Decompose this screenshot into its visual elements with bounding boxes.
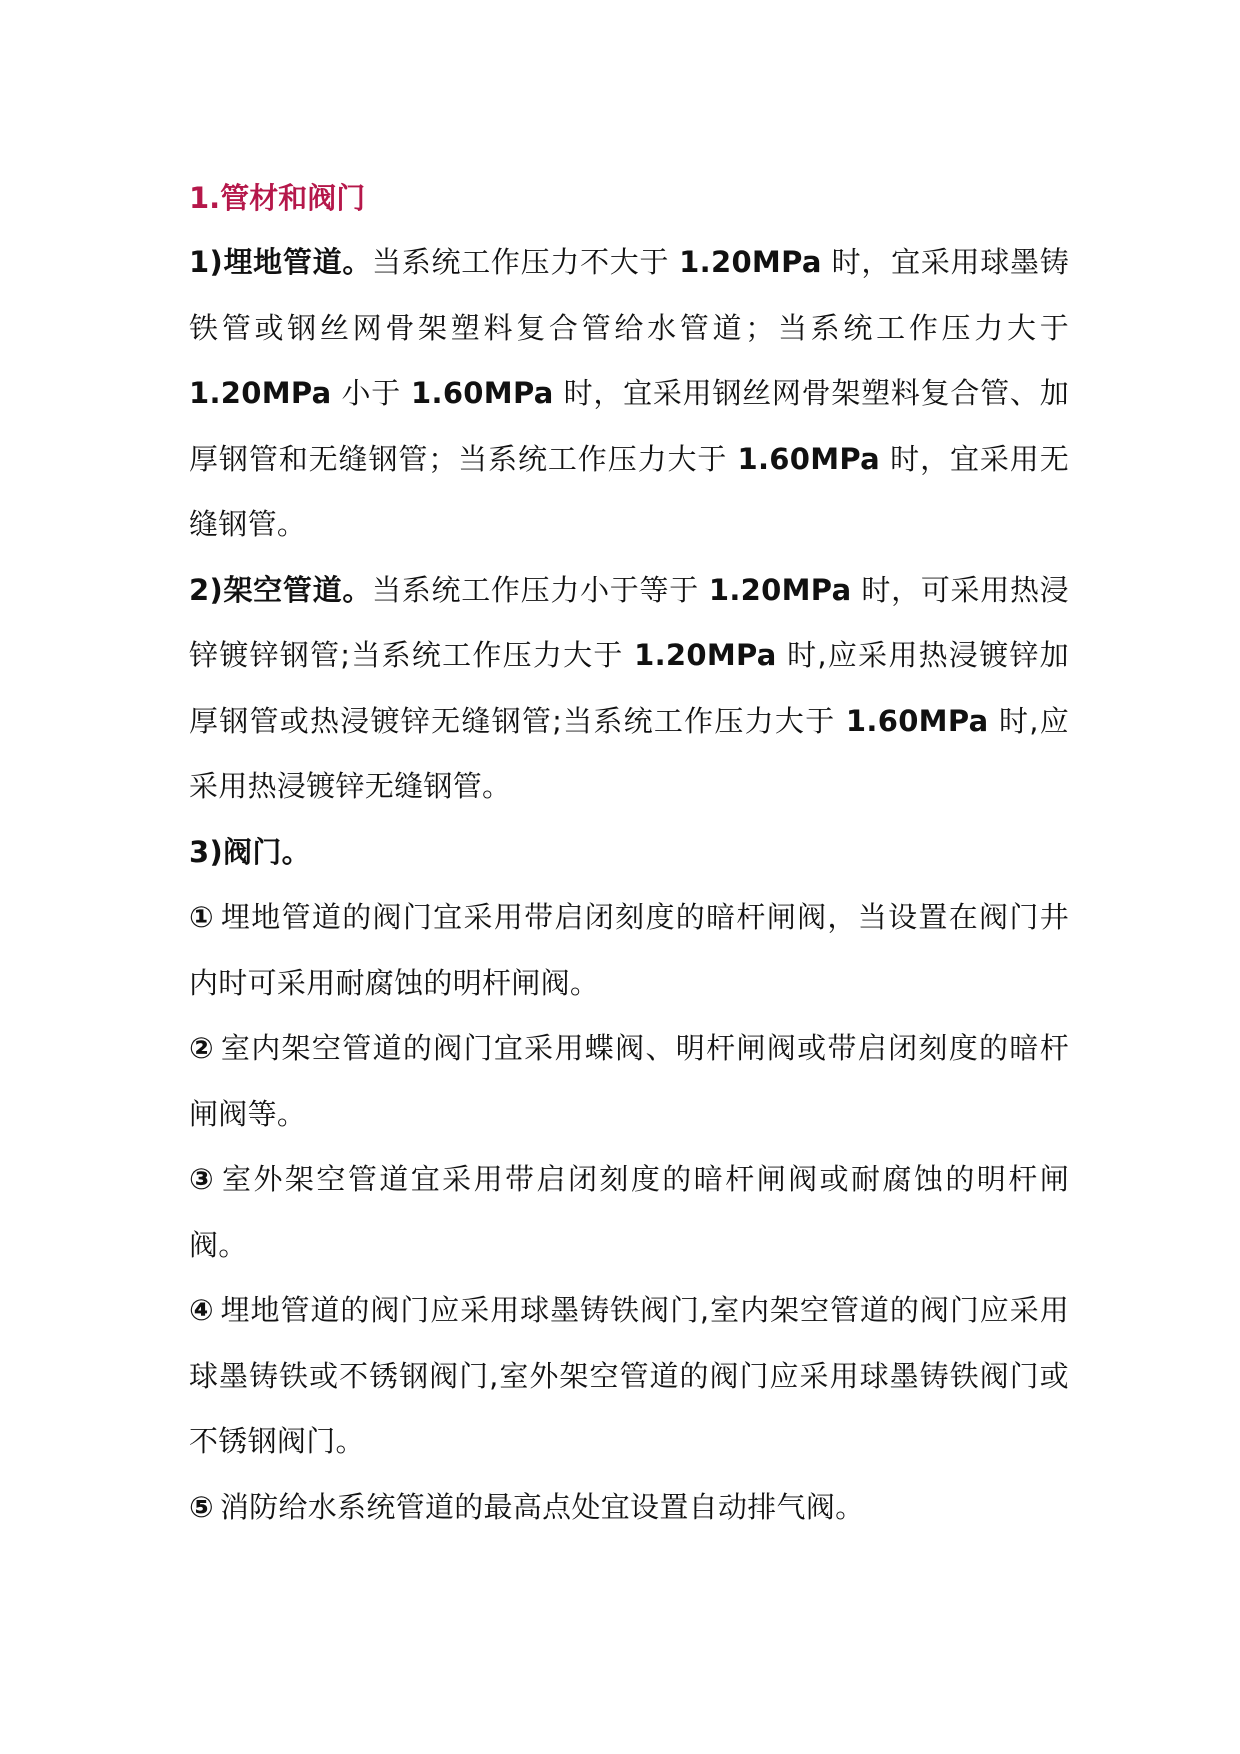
overhead-text-1: 当系统工作压力小于等于: [372, 572, 709, 607]
valve-item-5-text: 消防给水系统管道的最高点处宜设置自动排气阀。: [219, 1489, 865, 1524]
overhead-pressure-1: 1.20MPa: [708, 572, 852, 607]
valve-item-2-text: 室内架空管道的阀门宜采用蝶阀、明杆闸阀或带启闭刻度的暗杆闸阀等。: [189, 1031, 1069, 1131]
buried-pressure-2: 1.20MPa: [189, 376, 332, 410]
valve-item-5: [189, 1475, 1069, 1541]
valve-item-5-marker: ⑤: [189, 1489, 214, 1524]
valve-item-2: [189, 1016, 1069, 1147]
buried-pipes-heading: 1)埋地管道。: [189, 245, 373, 279]
buried-pressure-1: 1.20MPa: [679, 245, 822, 279]
valve-item-3-marker: ③: [189, 1162, 217, 1196]
valve-item-1-text: 埋地管道的阀门宜采用带启闭刻度的暗杆闸阀，当设置在阀门井内时可采用耐腐蚀的明杆闸阀。: [189, 900, 1069, 1000]
paragraph-overhead-pipes: [189, 558, 1069, 820]
overhead-text-2: 时，可采用热浸锌镀锌钢管;当系统工作压力大于: [189, 572, 1069, 672]
overhead-pipes-heading: 2)架空管道。: [189, 572, 373, 607]
buried-pressure-4: 1.60MPa: [737, 441, 881, 476]
valve-item-4-text: 埋地管道的阀门应采用球墨铸铁阀门,室内架空管道的阀门应采用球墨铸铁或不锈钢阀门,室外架空管道的阀门应采用球墨铸铁阀门或不锈钢阀门。: [189, 1293, 1070, 1458]
buried-text-4: 时，宜采用钢丝网骨架塑料复合管、加厚钢管和无缝钢管；当系统工作压力大于: [189, 376, 1069, 476]
valve-item-3-text: 室外架空管道宜采用带启闭刻度的暗杆闸阀或耐腐蚀的明杆闸阀。: [189, 1162, 1069, 1262]
section-title: 1.管材和阀门: [189, 181, 366, 215]
buried-text-5: 时，宜采用无缝钢管。: [189, 441, 1069, 541]
overhead-pressure-3: 1.60MPa: [845, 703, 989, 738]
document-page: [189, 166, 1069, 1540]
valves-heading: 3)阀门。: [189, 834, 311, 869]
buried-pressure-3: 1.60MPa: [411, 376, 554, 410]
buried-text-1: 当系统工作压力不大于: [372, 245, 680, 279]
paragraph-buried-pipes: [189, 230, 1069, 558]
overhead-pressure-2: 1.20MPa: [634, 638, 777, 672]
valve-item-2-marker: ②: [189, 1031, 215, 1065]
valve-item-4-marker: ④: [189, 1293, 215, 1327]
overhead-text-4: 时,应采用热浸镀锌无缝钢管。: [189, 703, 1069, 803]
buried-text-2: 时，宜采用球墨铸铁管或钢丝网骨架塑料复合管给水管道；当系统工作压力大于: [189, 245, 1069, 345]
valve-item-4: [189, 1278, 1069, 1475]
valve-item-1-marker: ①: [189, 900, 215, 934]
valve-item-1: [189, 885, 1069, 1016]
buried-text-3: 小于: [331, 376, 412, 410]
valve-item-3: [189, 1147, 1069, 1278]
overhead-text-3: 时,应采用热浸镀锌加厚钢管或热浸镀锌无缝钢管;当系统工作压力大于: [189, 638, 1069, 738]
